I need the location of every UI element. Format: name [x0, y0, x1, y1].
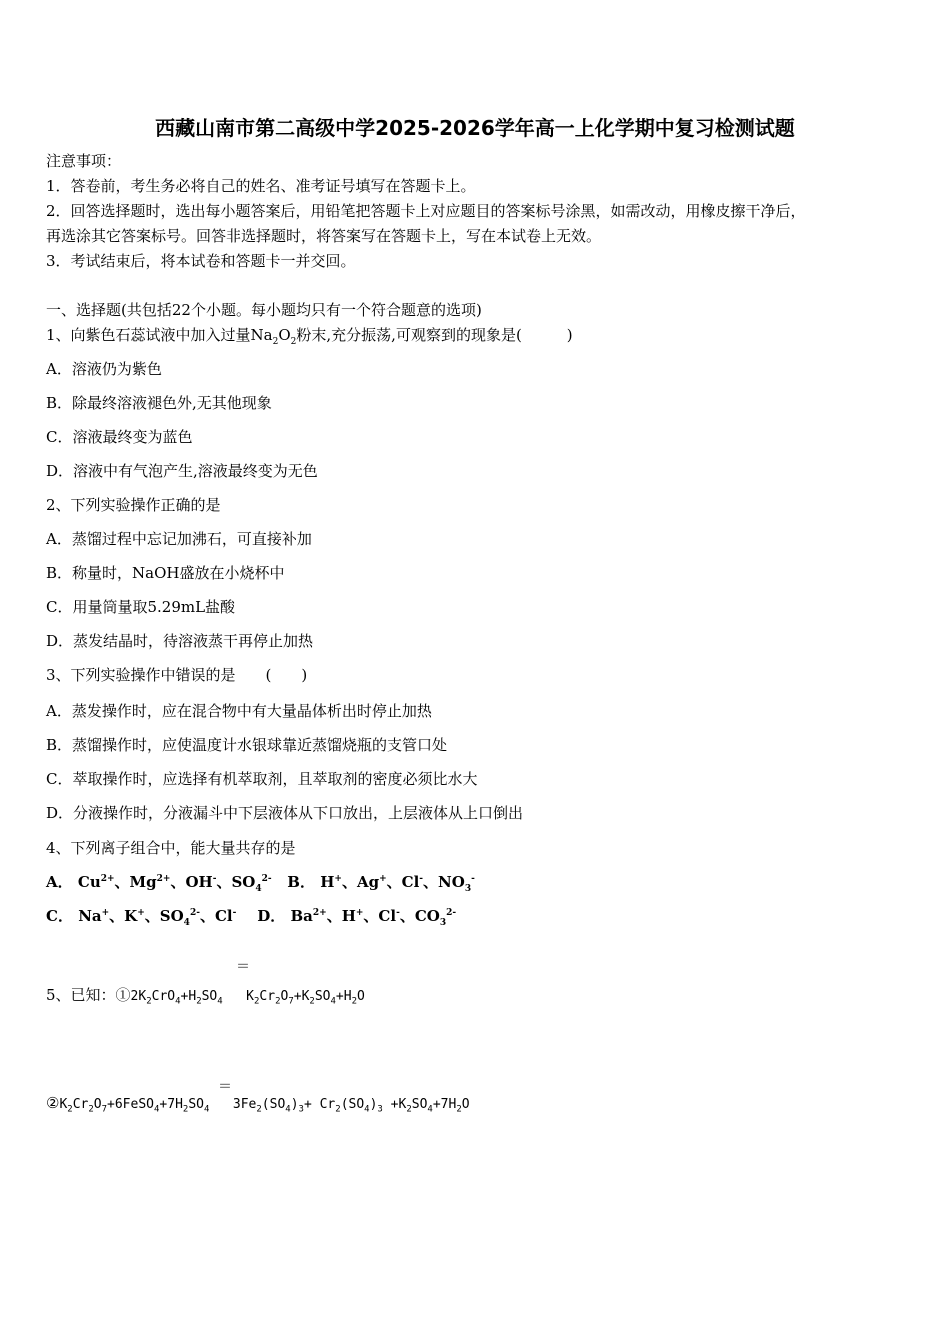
- na2o2-formula: $Na_2O_2$: [250, 326, 297, 347]
- q1-option-c: C．溶液最终变为蓝色: [46, 428, 193, 446]
- section-heading: 一、选择题(共包括22个小题。每小题均只有一个符合题意的选项): [46, 301, 482, 319]
- q4-options-cd: [46, 906, 456, 926]
- equals-sign: ＝: [218, 1079, 232, 1095]
- q3-option-a: A．蒸发操作时，应在混合物中有大量晶体析出时停止加热: [46, 702, 432, 720]
- q4-options-ab: [46, 872, 475, 892]
- ion-set-b: H+、Ag+、Cl-、$NO_3^-$: [320, 873, 475, 894]
- q1-option-b: B．除最终溶液褪色外,无其他现象: [46, 394, 272, 412]
- equation-1: $2K_2CrO_4+H_2SO_4$ $K_2Cr_2O_7+K_2SO_4+H_2O$: [130, 989, 365, 1007]
- ion-set-c: Na+、K+、$SO_4^{2-}$、Cl-: [78, 907, 237, 928]
- question-4-stem: 4、下列离子组合中，能大量共存的是: [46, 839, 296, 857]
- q2-option-d: D．蒸发结晶时，待溶液蒸干再停止加热: [46, 632, 314, 650]
- q5-stem: 5、已知：①: [46, 986, 131, 1004]
- q3-option-b: B．蒸馏操作时，应使温度计水银球靠近蒸馏烧瓶的支管口处: [46, 736, 448, 754]
- equals-sign: ＝: [236, 959, 250, 975]
- question-3-stem: 3、下列实验操作中错误的是 ( ): [46, 666, 308, 684]
- question-5-stem: [46, 985, 365, 1007]
- q1-stem-b: 粉末,充分振荡,可观察到的现象是( ): [296, 326, 573, 344]
- q2-option-a: A．蒸馏过程中忘记加沸石，可直接补加: [46, 530, 312, 548]
- q1-option-a: A．溶液仍为紫色: [46, 360, 162, 378]
- ion-set-d: $Ba^{2+}$、H+、Cl-、$CO_3^{2-}$: [290, 907, 457, 928]
- q4-label-b: B．: [287, 873, 315, 891]
- note-item: 2．回答选择题时，选出每小题答案后，用铅笔把答题卡上对应题目的答案标号涂黑，如需改动，用橡皮擦干净后，: [46, 202, 806, 220]
- q2-option-c: C．用量筒量取5.29mL盐酸: [46, 598, 236, 616]
- note-item: 3．考试结束后，将本试卷和答题卡一并交回。: [46, 252, 356, 270]
- q4-label-d: D．: [257, 907, 286, 925]
- q4-label-c: C．: [46, 907, 73, 925]
- q4-label-a: A．: [46, 873, 73, 891]
- q2-option-b: B．称量时，NaOH盛放在小烧杯中: [46, 564, 285, 582]
- equation-2-line: [46, 1093, 470, 1115]
- q3-option-c: C．萃取操作时，应选择有机萃取剂，且萃取剂的密度必须比水大: [46, 770, 478, 788]
- q1-stem-a: 1、向紫色石蕊试液中加入过量: [46, 326, 251, 344]
- page-title: 西藏山南市第二高级中学2025-2026学年高一上化学期中复习检测试题: [155, 116, 795, 140]
- note-item: 再选涂其它答案标号。回答非选择题时，将答案写在答题卡上，写在本试卷上无效。: [46, 227, 602, 245]
- question-2-stem: 2、下列实验操作正确的是: [46, 496, 221, 514]
- q1-option-d: D．溶液中有气泡产生,溶液最终变为无色: [46, 462, 318, 480]
- notes-heading: 注意事项：: [46, 152, 122, 170]
- ion-set-a: $Cu^{2+}$、$Mg^{2+}$、OH-、$SO_4^{2-}$: [77, 873, 272, 894]
- question-1-stem: [46, 325, 573, 345]
- q3-option-d: D．分液操作时，分液漏斗中下层液体从下口放出，上层液体从上口倒出: [46, 804, 524, 822]
- circle-2: ②: [46, 1094, 60, 1112]
- note-item: 1．答卷前，考生务必将自己的姓名、准考证号填写在答题卡上。: [46, 177, 476, 195]
- equation-2: $K_2Cr_2O_7+6FeSO_4+7H_2SO_4$ $3Fe_2(SO_4)_3+ Cr_2(SO_4)_3 +K_2SO_4+7H_2O$: [59, 1097, 470, 1115]
